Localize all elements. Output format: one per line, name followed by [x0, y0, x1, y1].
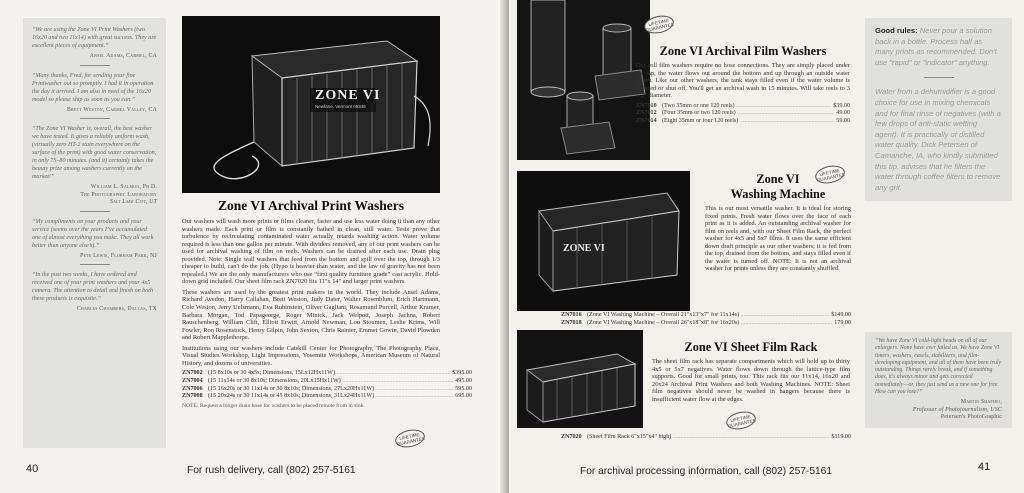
divider	[80, 211, 110, 212]
washing-machine-photo	[517, 171, 690, 311]
price-row: ZN7004 (15 11x14s or 30 8x10s; Dimensions, 20Lx15Hx11W) ..... 495.00	[182, 378, 472, 386]
testimonial-author: William L. Salmon, Ph.D.	[90, 184, 157, 190]
price-row: ZN7010 (Two 35mm or one 120 reels) ..... $39.00	[636, 103, 850, 111]
testimonials-column	[23, 18, 166, 448]
product-users: These washers are used by the greatest print makers in the world. They include Ansel Adams, Richard Avedon, Harry Callahan, Brett Weston, Judy Dater, Walter Rosenblum, Erich Hartmann, Cole Weston, Jerry Uelsmann, Eva Rubinstein, Oliver Gagliani, Rosamund Purcell, Arthur Kramer, Barbara Morgan, Tod Papageorge, Roger Minick, Jack Welpott, Joseph Jachna, Robert Rauschenberg, William Clift, Elliott Erwitt, Arnold Newman, Lou Stoumen, Leslie Krims, Will Fowler, Ron Rosenstock, Henry Gilpin, John Sexton, Chris Rainier, Emmet Gowin, David Plowden and Robert Mapplethorpe.	[182, 288, 440, 342]
washing-machine-section	[705, 172, 851, 273]
divider	[80, 65, 110, 66]
washer-brand-sub: Newfane, Vermont 05345	[315, 104, 366, 109]
price-row: ZN7006 (15 16x20s or 30 11x14s or 30 8x10s; Dimensions, 27Lx20Hx11W) ..... 595.00	[182, 386, 472, 394]
testimonial-quote: “The Zone VI Washer is, overall, the best washer we have tested. It gives a reliably uniform wash, (virtually zero HT-2 stain everywhere on the surface of the print) with good water conservation, in only 75–80 minutes. (and it) certainly takes the beauty prize among washers currently on the market!”	[32, 126, 157, 180]
right-page	[509, 0, 1024, 493]
testimonial-quote: “We are using the Zone VI Print Washers (two 16x20 and two 11x14) with great success. They are excellent pieces of equipment.”	[32, 27, 157, 49]
film-washers-illustration	[517, 0, 650, 160]
price-row: ZN7002 (15 8x10s or 30 4x5s; Dimensions, 15Lx12Hx11W) ..... $395.00	[182, 370, 472, 378]
divider	[80, 264, 110, 265]
washing-machine-illustration	[517, 171, 690, 311]
price-list	[182, 370, 472, 400]
lifetime-guarantee-stamp: LIFETIME GUARANTEE	[814, 163, 847, 186]
product-description: The sheet film rack has separate compartments which will hold up to thirty 4x5 or 5x7 negatives. Water flows down through the lattice-type film supports. Good for small prints, too. This rack fits our 11x14, 16x20 and 20x24 Archival Print Washers and both Washing Machines. NOTE: Sheet film negatives should never be washed in hangers because there is insufficient water flow at the edges.	[652, 358, 850, 403]
film-rack-section	[652, 340, 850, 403]
lifetime-guarantee-stamp: LIFETIME GUARANTEE	[394, 427, 427, 450]
product-description: Our washers will wash more prints or films cleaner, faster and use less water doing it than any other washers made. Each print or film is constantly bathed in clean, still water. Tests prove that turbulence by recirculating contaminated water actually retards washing action. Water volume required is less than one gallon per minute. With dividers removed, any of our print washers can be used for archival washing of film on reels. Washers can be drained after each use. Drain plug provided. Note: Single wall washers that feed from the bottom and spill over the top, through 1/3 cheaper to build, can't do the job. (Hypo is heavier than water, and the law of gravity has not been repealed.) We are the only manufacturers who use “first quality furniture grade” cast acrylic. Hold-down grid included. Our sheet film rack ZN7020 fits 11"x 14" and larger print washers.	[182, 218, 440, 286]
page-number: 41	[978, 461, 991, 473]
price-row: ZN7012 (Four 35mm or two 120 reels) ..... 49.00	[636, 110, 850, 118]
page-number: 40	[26, 463, 39, 475]
testimonial-author: Brett Weston, Carmel Valley, CA	[66, 106, 157, 113]
footer-text: For archival processing information, call (802) 257-5161	[580, 466, 832, 477]
washing-machine-prices	[561, 312, 851, 327]
print-washer-illustration	[182, 16, 440, 193]
film-washers-section	[636, 44, 850, 126]
testimonial-author: Charles Chambers, Dallas, TX	[76, 306, 157, 312]
film-rack-prices	[561, 434, 851, 442]
divider	[80, 118, 110, 119]
print-washer-section	[182, 198, 472, 410]
good-rules-text: Never pour a solution back in a bottle. Process half as many prints as recommended. Don't use "rapid" or "indicator" anything.	[875, 26, 997, 67]
film-rack-illustration	[517, 330, 643, 428]
testimonial-author: Martin Shapiro,	[960, 399, 1002, 406]
testimonial-affiliation: The Photographic Laboratory	[80, 191, 157, 198]
product-description: Our roll film washers require no hose connections. They are simply placed under the tap, the water flows out around the bottom and up through an outside water jacket. Like our other washers, the tank stays filled even if the water volume is reduced or shut off. You'll get an archival wash in 15 minutes. Will take reels to 3 1/2" diameter.	[636, 62, 850, 100]
lifetime-guarantee-stamp: LIFETIME GUARANTEE	[725, 409, 758, 432]
testimonial-quote: “Many thanks, Fred, for sending your fine Printwasher out so promptly. I had it in operation the day it arrived. I am also in need of the 16x20 model so please ship as soon as you can.”	[32, 72, 154, 103]
product-title: Zone VI Archival Print Washers	[217, 198, 405, 213]
tips-sidebar	[865, 18, 1012, 201]
testimonial-quote: “My compliments on your products and your service (seems over the years I’ve accumulated one of almost everything you make. They all work better than anyone else’s).”	[32, 218, 154, 249]
dehumidifier-tip: Water from a dehumidifier is a good choice for use in mixing chemicals and for final rinse of negatives (with a few drops of anti-static wetting agent). It is practically of distilled water quality. Dick Petersen of Camanche, IA, who kindly submitted this tip, advises that he filters the water through coffee filters to remove any grit.	[875, 87, 1001, 192]
good-rules-label: Good rules:	[875, 26, 918, 35]
good-rules-tip	[875, 26, 1002, 68]
footer-text: For rush delivery, call (802) 257-5161	[187, 465, 356, 476]
washer-brand-label: ZONE VI	[315, 88, 381, 103]
price-row: ZN7020 (Sheet Film Rack 6"x15"x4" high) ..... $119.00	[561, 434, 851, 442]
lifetime-guarantee-stamp: LIFETIME GUARANTEE	[643, 13, 676, 36]
product-title-line2: Washing Machine	[730, 187, 826, 201]
divider	[924, 77, 954, 78]
product-title: Zone VI Sheet Film Rack	[684, 340, 818, 354]
machine-brand-label: ZONE VI	[563, 243, 605, 254]
left-page	[0, 0, 505, 493]
testimonial-author: Pete Lewis, Florham Park, NJ	[80, 252, 157, 259]
testimonial-location: Salt Lake City, UT	[110, 199, 157, 205]
product-description: This is our most versatile washer. It is ideal for storing fixed prints. Fresh water flows over the face of each print as it is added. An outstanding archival washer for film on reels and, with our Sheet Film Rack, the perfect washer for 4x5 and 5x7 films. It uses the same efficient down draft principle as our other washers; it is fed from the top, drained from the bottom, and stays filled even if the water is turned off. NOTE: It is not an archival washer for prints unless they are constantly shuffled.	[705, 205, 851, 273]
testimonial-author: Ansel Adams, Carmel, CA	[89, 53, 157, 59]
price-row: ZN7018 (Zone VI Washing Machine – Overall 26"x18"x8" for 16x20s) ..... 179.00	[561, 320, 851, 328]
testimonial-quote: “We have Zone VI cold-light heads on all of our enlargers. None have ever failed us. We have Zone VI timers, washers, easels, stabilizers, and film-developing equipment, and all of them have been truly outstanding. Things rarely break, and if something does, it's always minor and gets corrected immediately—or, they just send us a new one for free. How can you lose?”	[875, 338, 1002, 396]
film-washers-photo	[517, 0, 650, 160]
price-row: ZN7008 (15 20x24s or 30 11x14s or 45 8x10s; Dimensions, 31Lx24Hx11W) ..... 695.00	[182, 393, 472, 401]
product-title: Zone VI Archival Film Washers	[659, 44, 827, 58]
testimonial-source: Petersen's PhotoGraphic	[940, 414, 1002, 421]
drain-note: NOTE: Request a longer drain hose for washers to be placed remote from in sink.	[182, 402, 365, 409]
price-row: ZN7014 (Eight 35mm or four 120 reels) ..... 59.00	[636, 118, 850, 126]
print-washer-photo	[182, 16, 440, 193]
testimonial-quote: “In the past two weeks, I have ordered and received one of your print washers and your 4x5 camera. The attention to detail and finish on both these products is exquisite.”	[32, 272, 154, 302]
product-institutions: Institutions using our washers include Catskill Center for Photography, The Photography Place, Visual Studies Workshop, Light Impressions, Yosemite Workshops, American Museum of Natural History, and dozens of universities.	[182, 344, 440, 367]
price-list	[636, 103, 850, 126]
product-title: Zone VI	[756, 172, 800, 186]
price-row: ZN7016 (Zone VI Washing Machine – Overall 21"x13"x7" for 11x14s) ..... $149.00	[561, 312, 851, 320]
testimonial-affiliation: Professor of Photojournalism, USC	[912, 406, 1002, 413]
testimonial-box	[865, 332, 1012, 428]
film-rack-photo	[517, 330, 643, 428]
